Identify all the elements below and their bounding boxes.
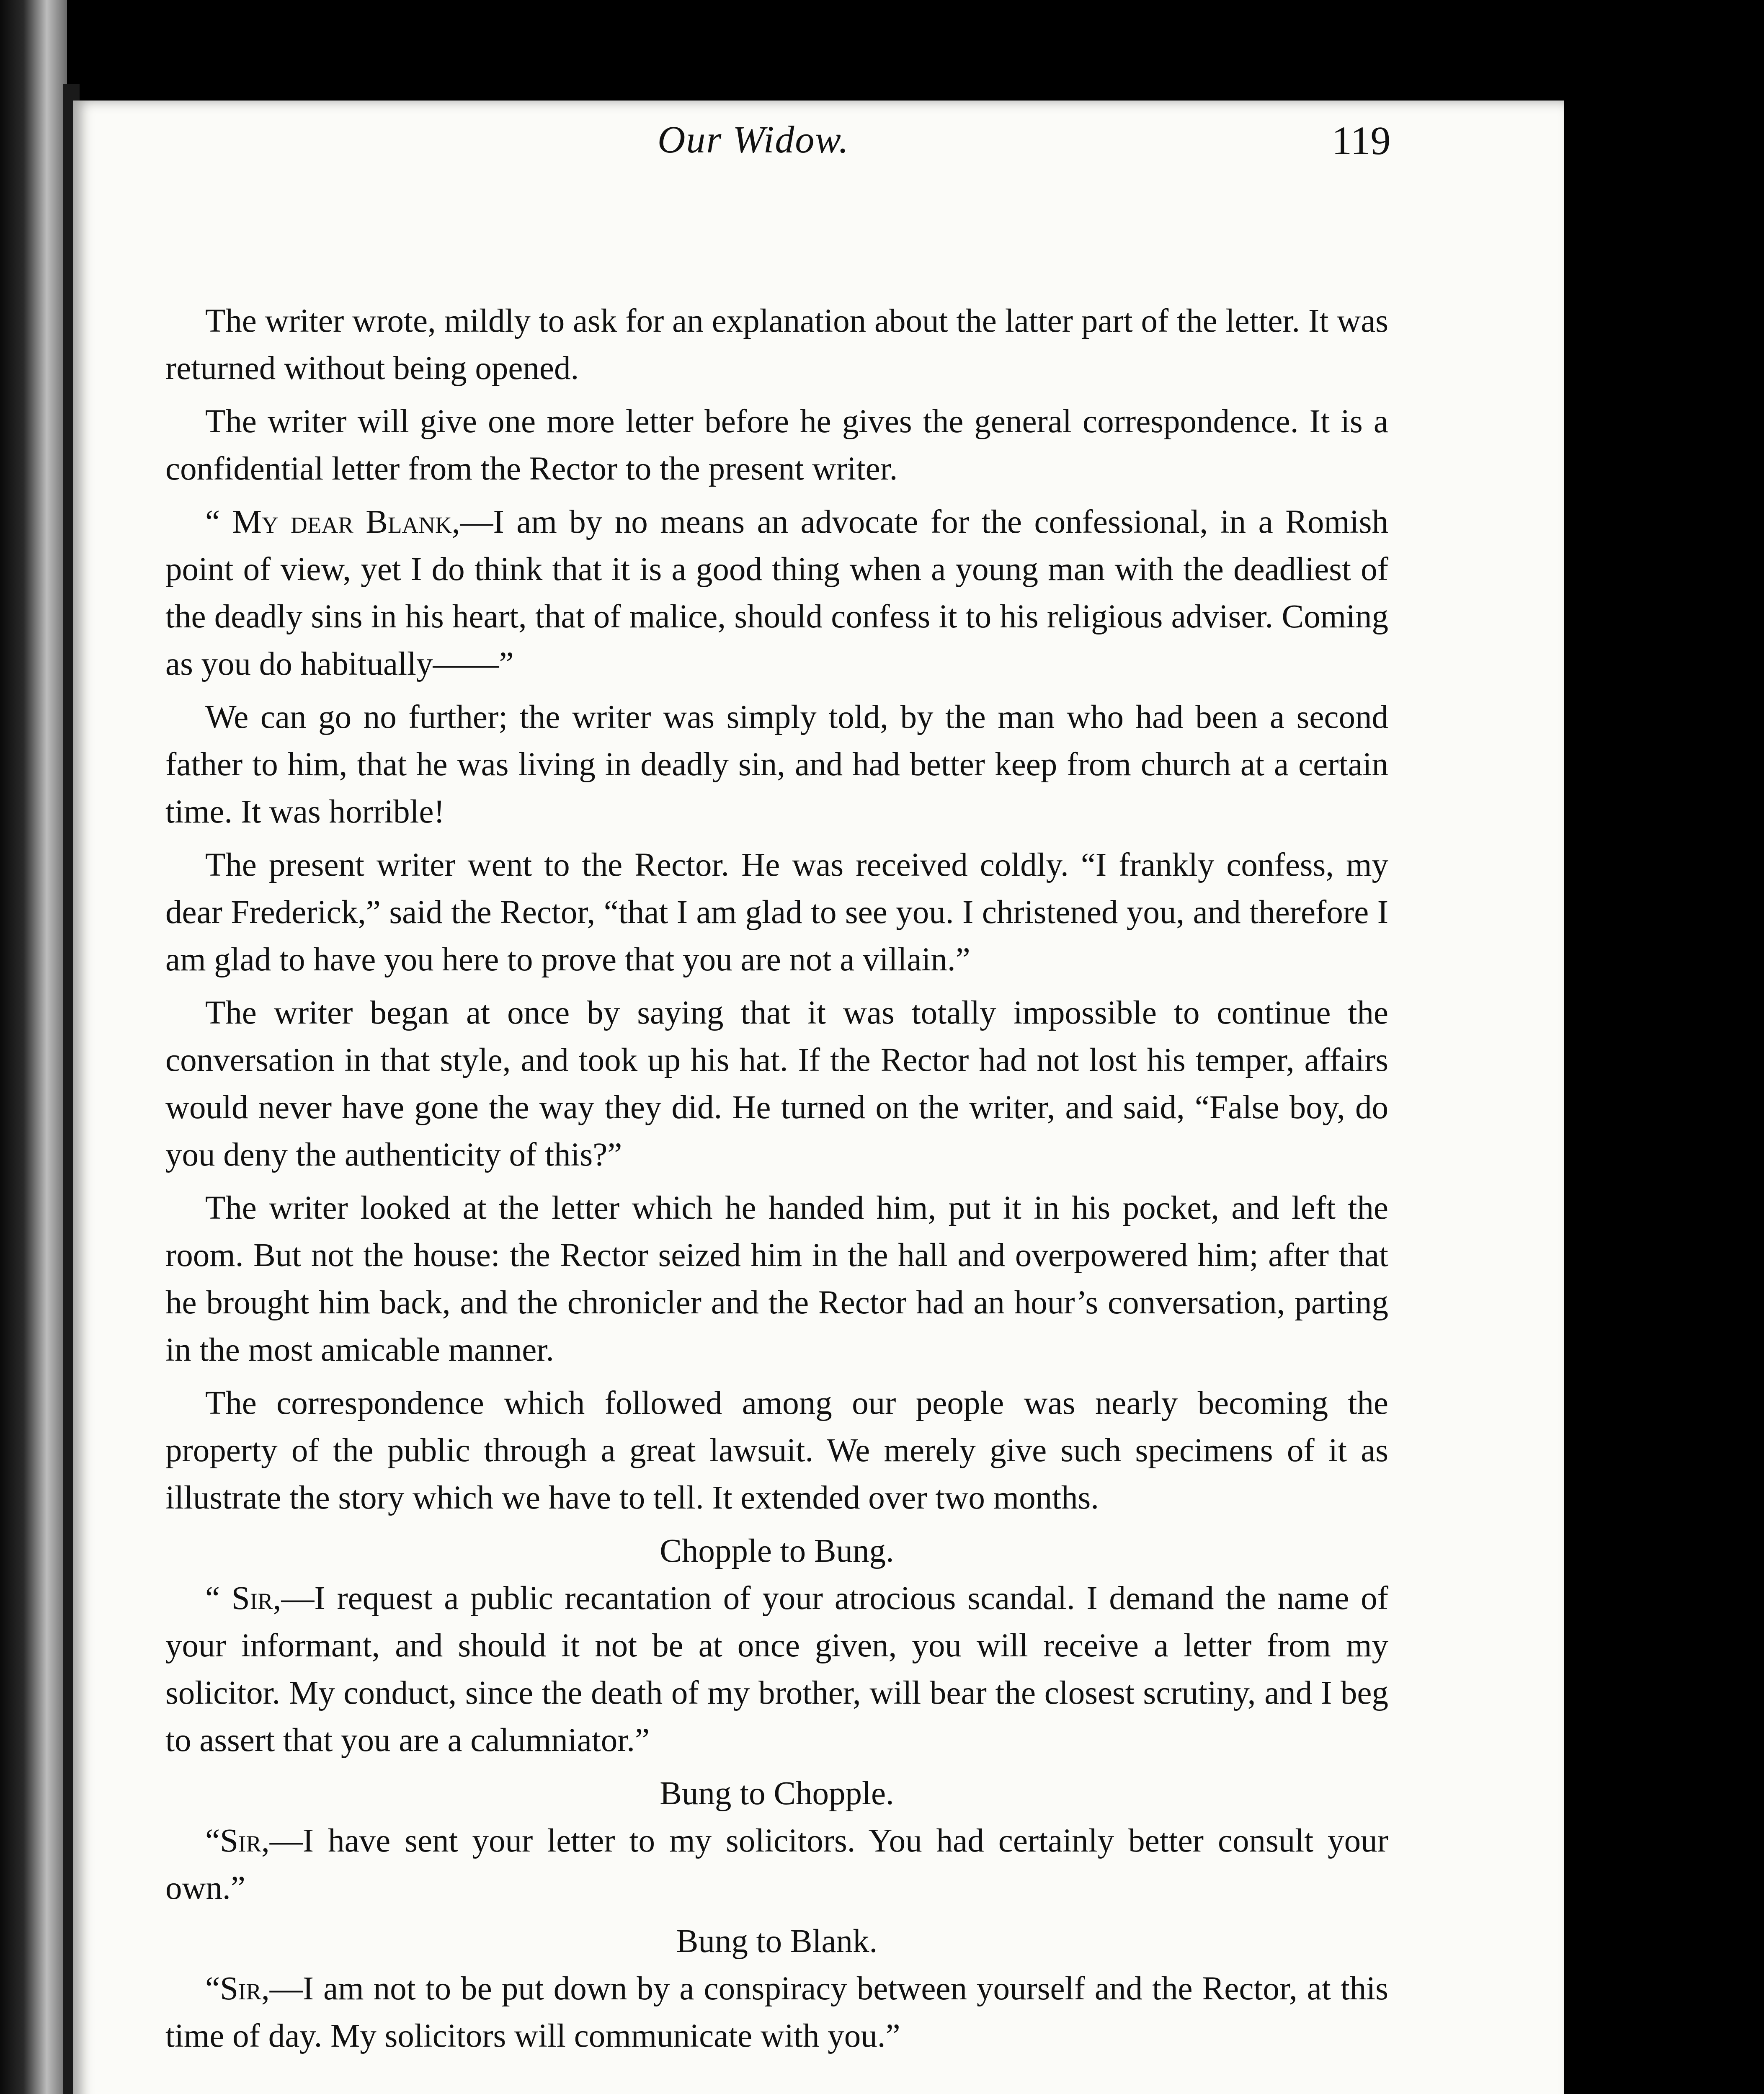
letter-salutation: My dear Blank, [232,504,460,540]
opening-quote: “ [205,504,232,540]
opening-quote: “ [205,1823,220,1859]
letter-text [165,1575,1388,1764]
scan-background [1564,101,1764,2094]
running-head [586,117,1424,180]
facing-page-edge [0,0,67,2094]
letter-body: —I am by no means an advocate for the confessional, in a Romish point of view, yet I do think that it is a good thing when a young man with the deadliest of the deadly sins in his heart, that of malice, should confess it to his religious adviser. Coming as you do habitually——” [165,504,1388,682]
letter-text [165,1965,1388,2060]
letter-salutation: Sir, [231,1580,281,1617]
letter-salutation: Sir, [220,1970,270,2007]
paragraph: The correspondence which followed among our people was nearly becoming the property of the public through a great lawsuit. We merely give such specimens of it as illustrate the story which we have to tell. It extended over two months. [165,1385,1388,1516]
paragraph: The writer began at once by saying that it was totally impossible to continue the conversation in that style, and took up his hat. If the Rector had not lost his temper, affairs would never have gone the way they did. He turned on the writer, and said, “False boy, do you deny the authenticity of this?” [165,995,1388,1173]
paragraph: The present writer went to the Rector. He was received coldly. “I frankly confess, my dear Frederick,” said the Rector, “that I am glad to see you. I christened you, and therefore I am glad to have you here to prove that you are not a villain.” [165,847,1388,978]
letter-heading: Chopple to Bung. [660,1533,894,1569]
page-number: 119 [1332,118,1391,163]
body-text [165,297,1388,2066]
letter-heading: Bung to Blank. [676,1923,878,1960]
paragraph: We can go no further; the writer was simply told, by the man who had been a second father to him, that he was living in deadly sin, and had better keep from church at a certain time. It was horrible! [165,699,1388,830]
paragraph: The writer will give one more letter before he gives the general correspondence. It is a confidential letter from the Rector to the present writer. [165,403,1388,487]
paragraph: The writer wrote, mildly to ask for an explanation about the latter part of the letter. It was returned without being opened. [165,303,1388,387]
paragraph: The writer looked at the letter which he handed him, put it in his pocket, and left the room. But not the house: the Rector seized him in the hall and overpowered him; after that he brought him back, and the chronicler and the Rector had an hour’s conversation, parting in the most amicable manner. [165,1190,1388,1368]
letter-body: —I have sent your letter to my solicitors. You had certainly better consult your own.” [165,1823,1388,1906]
quoted-letter-rector [165,498,1388,688]
running-title: Our Widow. [658,118,849,161]
opening-quote: “ [205,1970,220,2007]
letter-heading: Bung to Chopple. [660,1775,894,1812]
letter-body: —I am not to be put down by a conspiracy between yourself and the Rector, at this time of day. My solicitors will communicate with you.” [165,1970,1388,2054]
opening-quote: “ [205,1580,232,1617]
letter-salutation: Sir, [220,1823,270,1859]
letter-body: —I request a public recantation of your atrocious scandal. I demand the name of your informant, and should it not be at once given, you will receive a letter from my solicitor. My conduct, since the death of my brother, will bear the closest scrutiny, and I beg to assert that you are a calumniator.” [165,1580,1388,1759]
letter-text [165,1817,1388,1912]
